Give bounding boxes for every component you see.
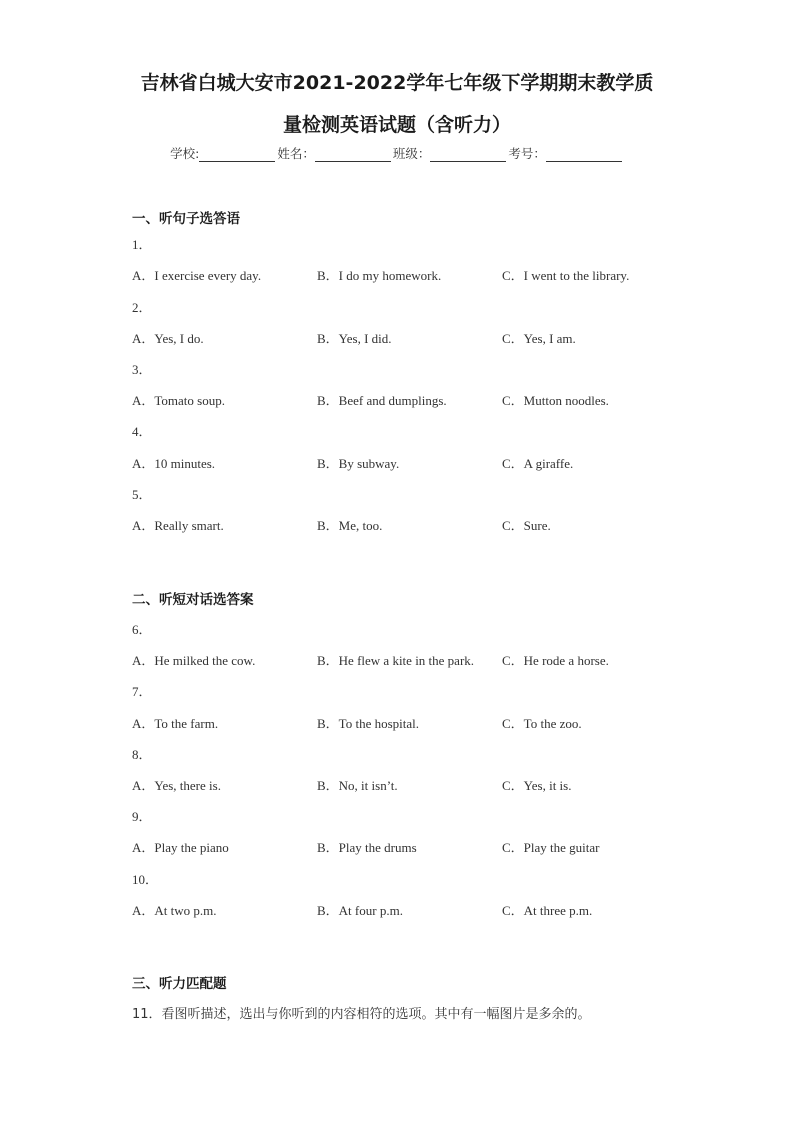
question-number: 4． — [132, 424, 152, 439]
option-c: C．Play the guitar — [502, 840, 600, 855]
question-number: 9． — [132, 809, 152, 824]
option-b: B．No, it isn’t. — [317, 778, 398, 793]
option-c: C．To the zoo. — [502, 716, 582, 731]
question-number: 3． — [132, 362, 152, 377]
option-a: A．Play the piano — [132, 840, 229, 855]
question-instruction: 11．看图听描述，选出与你听到的内容相符的选项。其中有一幅图片是多余的。 — [132, 1007, 591, 1022]
option-c: C．I went to the library. — [502, 268, 630, 283]
option-a: A．To the farm. — [132, 716, 219, 731]
option-a: A．10 minutes. — [132, 456, 216, 471]
question-number: 10． — [132, 872, 159, 887]
exam-no-blank[interactable] — [546, 147, 622, 162]
question-number: 1． — [132, 237, 152, 252]
option-a: A．I exercise every day. — [132, 268, 262, 283]
student-info-row — [0, 144, 794, 162]
section-heading: 二、听短对话选答案 — [132, 592, 254, 608]
question-number: 6． — [132, 622, 152, 637]
option-b: B．By subway. — [317, 456, 400, 471]
class-blank[interactable] — [430, 147, 506, 162]
option-a: A．Tomato soup. — [132, 393, 225, 408]
page-title-line2: 量检测英语试题（含听力） — [282, 114, 511, 136]
option-c: C．Mutton noodles. — [502, 393, 609, 408]
exam-no-label: 考号： — [508, 146, 546, 161]
section-heading: 三、听力匹配题 — [132, 976, 227, 992]
school-blank[interactable] — [199, 147, 275, 162]
page-title-line1: 吉林省白城大安市2021-2022学年七年级下学期期末教学质 — [140, 72, 654, 94]
option-b: B．To the hospital. — [317, 716, 420, 731]
question-number: 2． — [132, 300, 152, 315]
option-b: B．Play the drums — [317, 840, 417, 855]
option-b: B．Me, too. — [317, 518, 383, 533]
option-c: C．Sure. — [502, 518, 551, 533]
option-b: B．Yes, I did. — [317, 331, 392, 346]
question-number: 8． — [132, 747, 152, 762]
school-label: 学校: — [170, 146, 200, 161]
option-b: B．At four p.m. — [317, 903, 403, 918]
option-b: B．Beef and dumplings. — [317, 393, 447, 408]
option-a: A．He milked the cow. — [132, 653, 256, 668]
option-a: A．Yes, I do. — [132, 331, 204, 346]
option-c: C．He rode a horse. — [502, 653, 609, 668]
option-c: C．Yes, it is. — [502, 778, 572, 793]
name-label: 姓名： — [277, 146, 315, 161]
class-label: 班级： — [392, 146, 431, 161]
option-c: C．A giraffe. — [502, 456, 574, 471]
option-a: A．Really smart. — [132, 518, 224, 533]
option-b: B．He flew a kite in the park. — [317, 653, 475, 668]
question-number: 7． — [132, 684, 152, 699]
option-a: A．At two p.m. — [132, 903, 217, 918]
section-heading: 一、听句子选答语 — [132, 211, 240, 227]
option-c: C．Yes, I am. — [502, 331, 576, 346]
option-c: C．At three p.m. — [502, 903, 593, 918]
question-number: 5． — [132, 487, 152, 502]
option-a: A．Yes, there is. — [132, 778, 221, 793]
name-blank[interactable] — [315, 147, 391, 162]
option-b: B．I do my homework. — [317, 268, 442, 283]
